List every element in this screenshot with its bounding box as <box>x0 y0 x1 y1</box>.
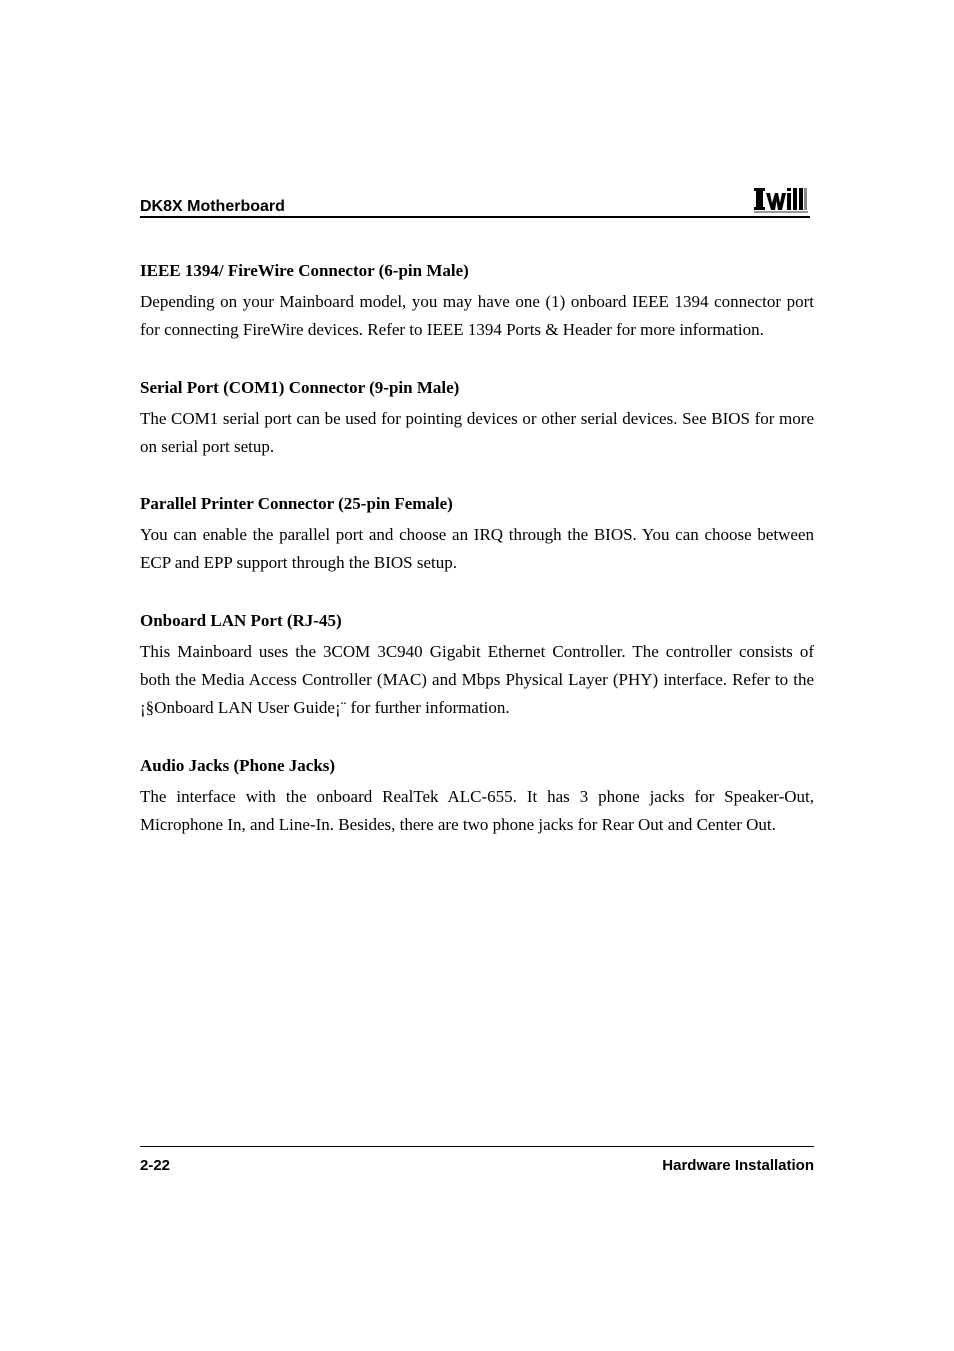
section-heading: Onboard LAN Port (RJ-45) <box>140 610 342 630</box>
page-content <box>140 259 814 870</box>
footer-divider <box>140 1146 814 1147</box>
page-number: 2-22 <box>140 1157 171 1174</box>
section-body: The interface with the onboard RealTek ALC-655. It has 3 phone jacks for Speaker-Out, Microphone In, and Line-In. Besides, there are two phone jacks for Rear Out and Center Out. <box>140 786 814 834</box>
chapter-title: Hardware Installation <box>662 1157 814 1174</box>
section-heading: Serial Port (COM1) Connector (9-pin Male) <box>140 377 460 397</box>
section-body: You can enable the parallel port and choose an IRQ through the BIOS. You can choose between ECP and EPP support through the BIOS setup. <box>140 525 814 573</box>
section-body: The COM1 serial port can be used for pointing devices or other serial devices. See BIOS for more on serial port setup. <box>140 408 814 456</box>
section-heading: IEEE 1394/ FireWire Connector (6-pin Male) <box>140 261 469 280</box>
section-parallel-printer <box>140 492 814 578</box>
section-body: This Mainboard uses the 3COM 3C940 Gigabit Ethernet Controller. The controller consists of both the Media Access Controller (MAC) and Mbps Physical Layer (PHY) interface. Refer to the ¡§Onboard LAN User Guide¡¨ for further information. <box>140 641 814 718</box>
page-header <box>140 186 810 218</box>
section-audio-jacks <box>140 754 814 840</box>
header-title: DK8X Motherboard <box>140 198 285 215</box>
section-ieee1394 <box>140 259 814 345</box>
section-heading: Audio Jacks (Phone Jacks) <box>140 755 336 775</box>
section-serial-port <box>140 376 814 462</box>
section-body: Depending on your Mainboard model, you may have one (1) onboard IEEE 1394 connector port for connecting FireWire devices. Refer to IEEE 1394 Ports & Header for more information. <box>140 292 814 340</box>
section-heading: Parallel Printer Connector (25-pin Female) <box>140 494 453 514</box>
brand-logo-icon <box>754 185 808 213</box>
section-onboard-lan <box>140 609 814 723</box>
